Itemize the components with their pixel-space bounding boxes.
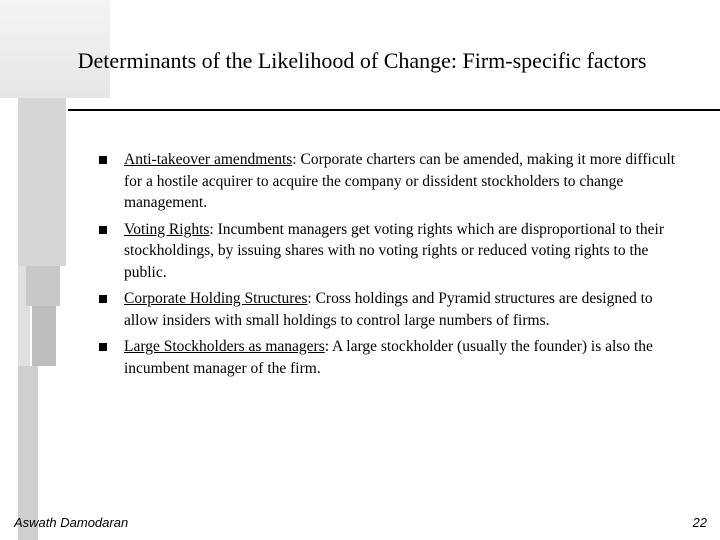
square-bullet-icon bbox=[99, 343, 107, 351]
background-decoration-block bbox=[18, 98, 66, 266]
background-decoration-block bbox=[18, 366, 38, 540]
bullet-text: : A large stockholder (usually the founder) is also the incumbent manager of the firm. bbox=[124, 338, 653, 377]
slide-title: Determinants of the Likelihood of Change: Firm-specific factors bbox=[77, 48, 647, 73]
bullet-text: : Cross holdings and Pyramid structures are designed to allow insiders with small holdings to control large numbers of firms. bbox=[124, 290, 653, 329]
title-divider bbox=[68, 109, 720, 111]
bullet-term: Large Stockholders as managers bbox=[124, 338, 325, 355]
bullet-term: Anti-takeover amendments bbox=[124, 151, 293, 168]
bullet-item bbox=[96, 149, 686, 214]
bullet-item bbox=[96, 219, 686, 284]
bullet-item bbox=[96, 336, 686, 379]
square-bullet-icon bbox=[99, 156, 107, 164]
footer-author: Aswath Damodaran bbox=[14, 515, 129, 530]
background-decoration-block bbox=[26, 266, 60, 306]
bullet-item bbox=[96, 288, 686, 331]
square-bullet-icon bbox=[99, 295, 107, 303]
bullet-text: : Corporate charters can be amended, making it more difficult for a hostile acquirer to acquire the company or dissident stockholders to change management. bbox=[124, 151, 676, 211]
background-decoration-block bbox=[32, 306, 56, 366]
bullet-term: Voting Rights bbox=[124, 220, 210, 238]
bullet-term: Corporate Holding Structures bbox=[124, 290, 308, 307]
bullet-text: : Incumbent managers get voting rights which are disproportional to their stockholdings, by issuing shares with no voting rights or reduced voting rights to the public. bbox=[124, 220, 664, 281]
bullet-list bbox=[96, 149, 686, 384]
page-number: 22 bbox=[692, 515, 707, 530]
square-bullet-icon bbox=[99, 226, 107, 234]
